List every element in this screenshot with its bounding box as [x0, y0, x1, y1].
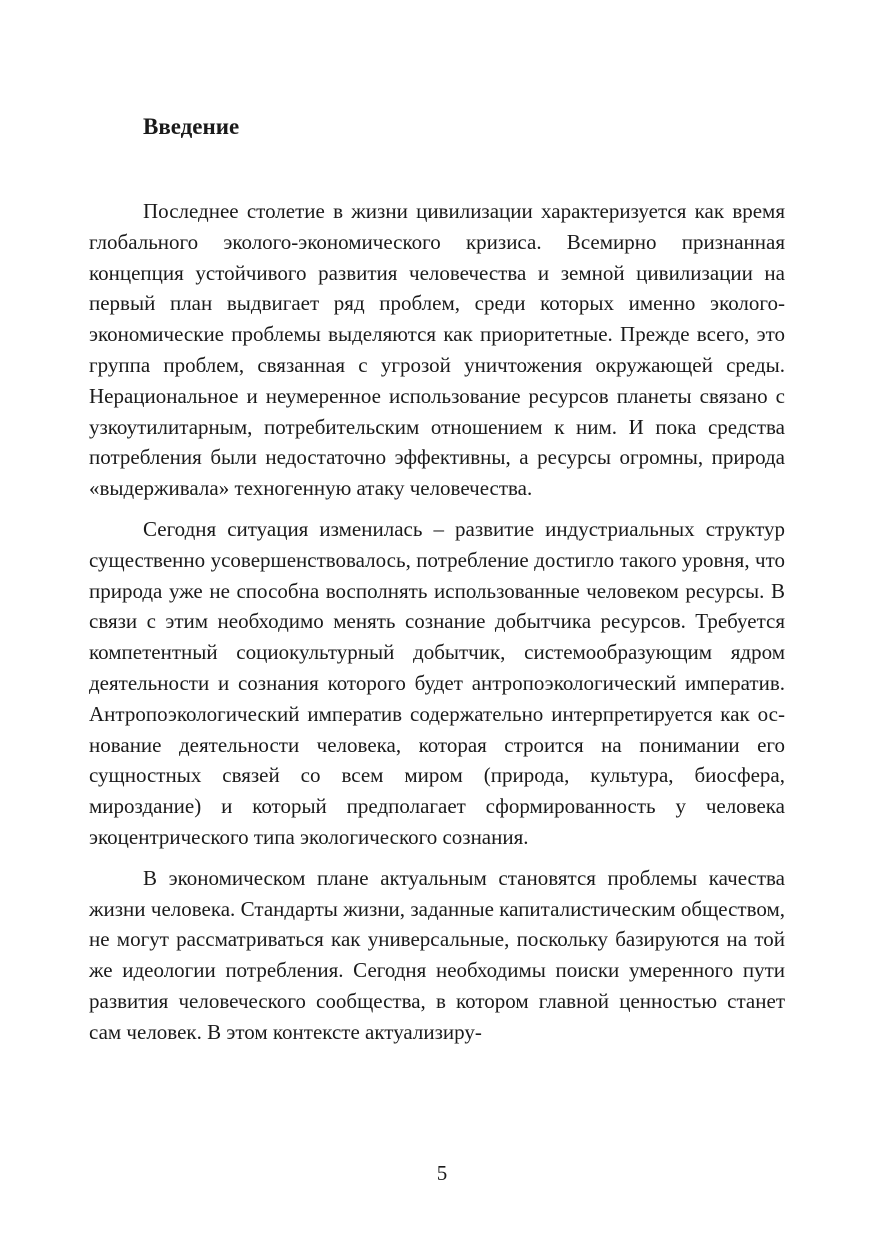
paragraph: В экономическом плане актуальным становятся проблемы качества жизни человека. Стандарты жизни, заданные капиталистическим обществом, не могут рассматриваться как универсальные, поскольку базируются на той же идеологии потребления. Сегодня необходимы поиски умеренного пути развития человеческого сообщества, в котором главной ценностью станет сам человек. В этом контексте актуализиру- — [89, 865, 785, 1044]
paragraph: Последнее столетие в жизни цивилизации характеризуется как время глобального эколого-экономического кризиса. Всемирно признанная концепция устойчивого развития человечества и земной цивилизации на первый план выдвигает ряд проблем, среди которых именно эколого-экономические проблемы выделяются как приоритетные. Прежде всего, это группа проблем, связанная с угрозой уничтожения окружающей среды. Нерациональное и неумеренное использование ресурсов планеты связано с узкоутилитарным, потребительским отношением к ним. И пока средства потребления были недостаточно эффективны, а ресурсы огромны, природа «выдерживала» техногенную атаку человечества. — [89, 199, 785, 501]
body-text — [89, 196, 785, 1048]
paragraph: Сегодня ситуация изменилась – развитие индустриальных структур существенно усовершенствовалось, потребление достигло такого уровня, что природа уже не способна восполнять использованные человеком ресурсы. В связи с этим необходимо менять сознание добытчика ресурсов. Требуется компетентный социокультурный добытчик, системообразующим ядром деятельности и сознания которого будет антропоэкологический императив. Антропоэкологический императив содержательно интерпретируется как основание деятельности человека, которая строится на понимании его сущностных связей со всем миром (природа, культура, биосфера, мироздание) и который предполагает сформированность у человека экоцентрического типа экологического сознания. — [89, 516, 785, 849]
page-number: 5 — [436, 1161, 448, 1185]
section-heading: Введение — [143, 114, 240, 139]
